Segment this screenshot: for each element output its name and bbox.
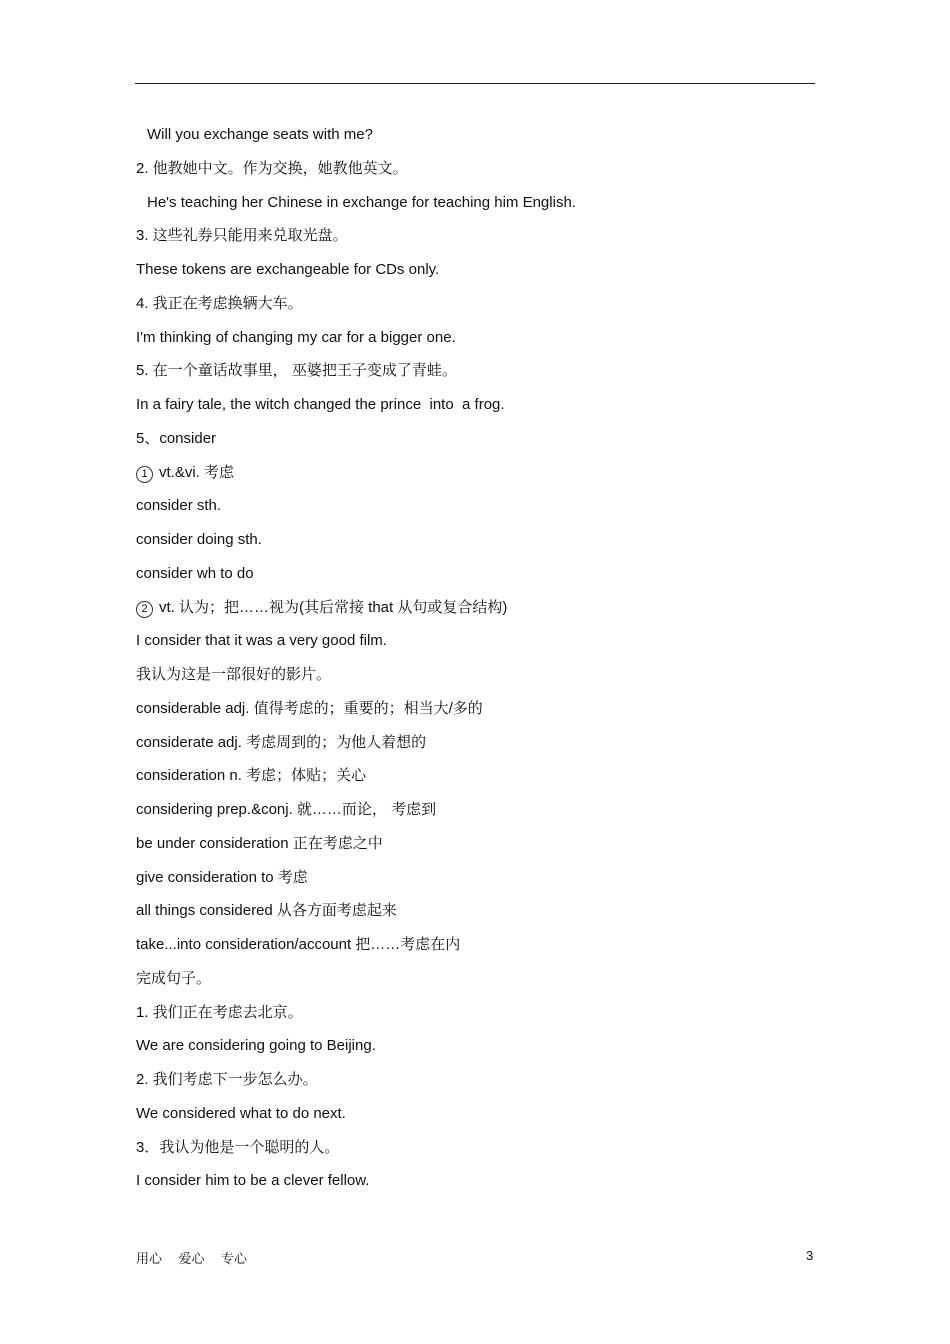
line-text: We are considering going to Beijing.	[136, 1037, 376, 1055]
line-text: 2. 他教她中文。作为交换，她教他英文。	[136, 159, 408, 177]
text-line	[136, 293, 816, 327]
text-line	[136, 867, 816, 901]
header-rule	[135, 83, 815, 84]
line-text: considerate adj. 考虑周到的；为他人着想的	[136, 733, 427, 751]
line-text: 3. 这些礼券只能用来兑取光盘。	[136, 227, 348, 245]
line-text: 完成句子。	[136, 969, 212, 987]
line-text: all things considered 从各方面考虑起来	[136, 902, 397, 920]
text-line	[136, 124, 816, 158]
text-line	[136, 529, 816, 563]
footer-motto: 用心 爱心 专心	[136, 1252, 248, 1267]
page-number: 3	[806, 1248, 814, 1263]
circled-number-marker: 1	[136, 466, 153, 483]
text-line	[136, 597, 816, 631]
text-line	[136, 664, 816, 698]
line-text: Will you exchange seats with me?	[147, 126, 373, 143]
line-text: We considered what to do next.	[136, 1104, 346, 1122]
text-line	[136, 1103, 816, 1137]
line-text: vt.&vi. 考虑	[159, 463, 235, 481]
line-text: 1. 我们正在考虑去北京。	[136, 1003, 303, 1021]
text-line	[136, 192, 816, 226]
text-line	[136, 1137, 816, 1171]
text-line	[136, 630, 816, 664]
line-text: consider sth.	[136, 497, 222, 515]
text-line	[136, 495, 816, 529]
document-body	[136, 124, 816, 1204]
text-line	[136, 462, 816, 496]
line-text: take...into consideration/account 把……考虑在内	[136, 936, 461, 953]
text-line	[136, 968, 816, 1002]
line-text: He's teaching her Chinese in exchange for teaching him English.	[147, 193, 576, 211]
line-text: considering prep.&conj. 就……而论， 考虑到	[136, 801, 437, 818]
line-text: be under consideration 正在考虑之中	[136, 834, 383, 852]
text-line	[136, 360, 816, 394]
line-text: In a fairy tale, the witch changed the prince into a frog.	[136, 396, 505, 413]
text-line	[136, 934, 816, 968]
text-line	[136, 1170, 816, 1204]
line-text: 3．我认为他是一个聪明的人。	[136, 1138, 340, 1156]
text-line	[136, 563, 816, 597]
line-text: vt. 认为；把……视为(其后常接 that 从句或复合结构)	[159, 598, 508, 616]
text-line	[136, 1069, 816, 1103]
circled-number-marker: 2	[136, 601, 153, 618]
text-line	[136, 158, 816, 192]
text-line	[136, 259, 816, 293]
line-text: 5. 在一个童话故事里， 巫婆把王子变成了青蛙。	[136, 362, 457, 380]
text-line	[136, 698, 816, 732]
text-line	[136, 225, 816, 259]
text-line	[136, 900, 816, 934]
line-text: give consideration to 考虑	[136, 868, 308, 886]
text-line	[136, 428, 816, 462]
line-text: I consider that it was a very good film.	[136, 632, 387, 650]
text-line	[136, 1035, 816, 1069]
text-line	[136, 833, 816, 867]
line-text: 我认为这是一部很好的影片。	[136, 666, 332, 683]
line-text: consideration n. 考虑；体贴；关心	[136, 767, 367, 785]
line-text: I consider him to be a clever fellow.	[136, 1172, 370, 1190]
text-line	[136, 327, 816, 361]
text-line	[136, 394, 816, 428]
line-text: These tokens are exchangeable for CDs only.	[136, 261, 440, 278]
line-text: consider doing sth.	[136, 531, 262, 548]
line-text: I'm thinking of changing my car for a bigger one.	[136, 328, 456, 346]
text-line	[136, 1002, 816, 1036]
line-text: considerable adj. 值得考虑的；重要的；相当大/多的	[136, 699, 483, 717]
text-line	[136, 732, 816, 766]
line-text: consider wh to do	[136, 564, 254, 582]
text-line	[136, 799, 816, 833]
line-text: 5、consider	[136, 429, 217, 447]
text-line	[136, 765, 816, 799]
line-text: 2. 我们考虑下一步怎么办。	[136, 1071, 318, 1088]
line-text: 4. 我正在考虑换辆大车。	[136, 294, 303, 312]
